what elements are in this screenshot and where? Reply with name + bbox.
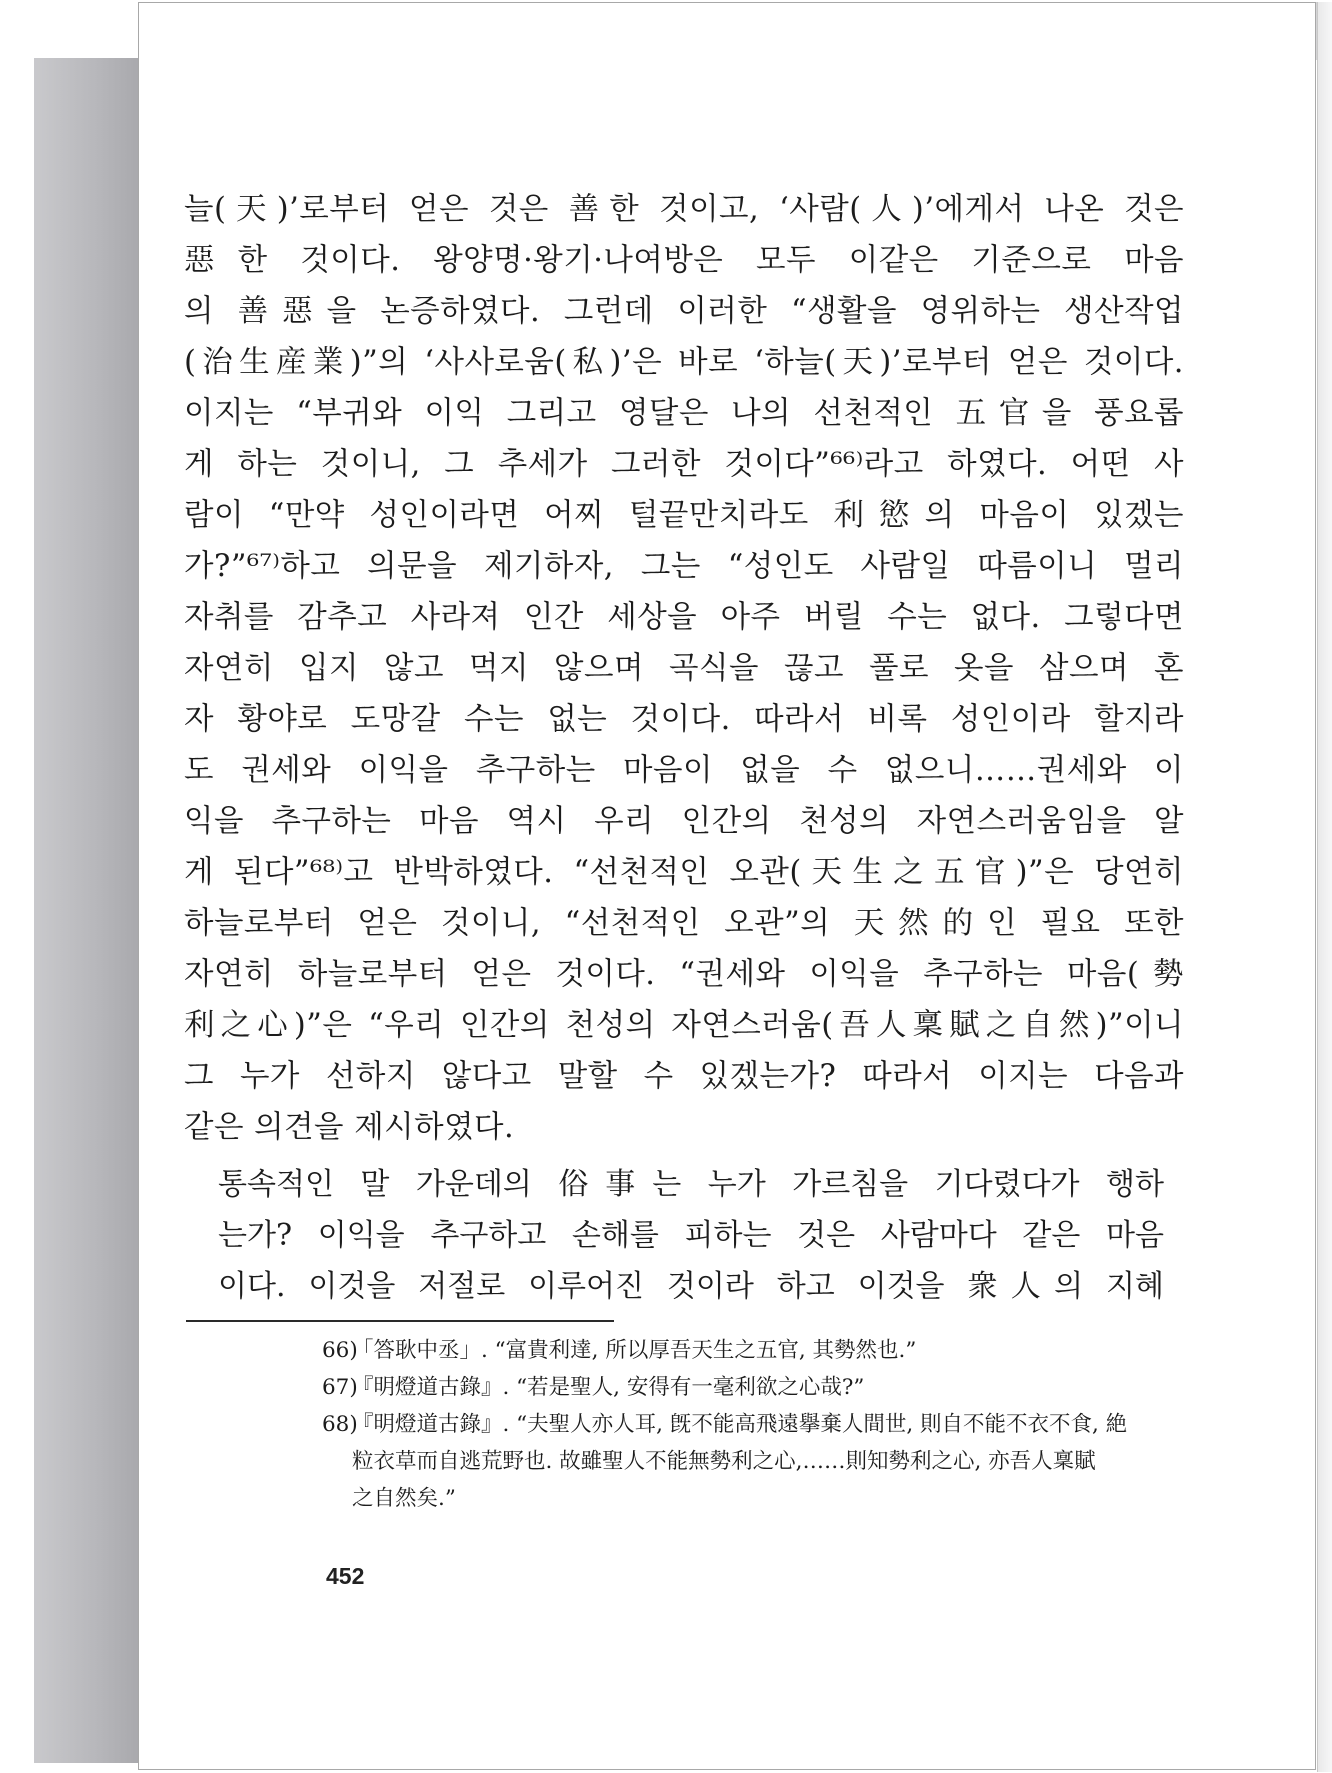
footnote-number: 67) (322, 1375, 358, 1400)
text-line: 가?”⁶⁷⁾하고 의문을 제기하자, 그는 “성인도 사람일 따름이니 멀리 (184, 549, 1184, 584)
footnote-number: 68) (322, 1412, 358, 1437)
text-line: 게 된다”⁶⁸⁾고 반박하였다. “선천적인 오관(天生之五官)”은 당연히 (184, 855, 1184, 890)
footnote-text: 粒衣草而自逃荒野也. 故雖聖人不能無勢利之心,……則知勢利之心, 亦吾人稟賦 (352, 1449, 1096, 1474)
text-line: 게 하는 것이니, 그 추세가 그러한 것이다”⁶⁶⁾라고 하였다. 어떤 사 (184, 447, 1184, 482)
text-line: 같은 의견을 제시하였다. (184, 1110, 515, 1145)
quote-line: 이다. 이것을 저절로 이루어진 것이라 하고 이것을 衆人의 지혜 (218, 1269, 1164, 1304)
text-line: 자연히 입지 않고 먹지 않으며 곡식을 끊고 풀로 옷을 삼으며 혼 (184, 651, 1184, 686)
text-line: 이지는 “부귀와 이익 그리고 영달은 나의 선천적인 五官을 풍요롭 (184, 396, 1184, 431)
text-line: 의 善惡을 논증하였다. 그런데 이러한 “생활을 영위하는 생산작업 (184, 294, 1184, 329)
footnotes (322, 1332, 1192, 1517)
text-line: 자취를 감추고 사라져 인간 세상을 아주 버릴 수는 없다. 그렇다면 (184, 600, 1184, 635)
quote-line: 는가? 이익을 추구하고 손해를 피하는 것은 사람마다 같은 마음 (218, 1218, 1164, 1253)
footnote-text: 『明燈道古錄』. “若是聖人, 安得有一毫利欲之心哉?” (352, 1375, 865, 1400)
page-number: 452 (326, 1563, 365, 1589)
footnote-68 (322, 1406, 1192, 1517)
text-line: 람이 “만약 성인이라면 어찌 털끝만치라도 利慾의 마음이 있겠는 (184, 498, 1184, 533)
footnote-text: 『明燈道古錄』. “夫聖人亦人耳, 旣不能高飛遠擧棄人間世, 則自不能不衣不食, 絶 (352, 1412, 1128, 1437)
footnote-number: 66) (322, 1338, 358, 1363)
block-quote (218, 1161, 1164, 1314)
text-line: 도 권세와 이익을 추구하는 마음이 없을 수 없으니……권세와 이 (184, 753, 1184, 788)
quote-line: 통속적인 말 가운데의 俗事는 누가 가르침을 기다렸다가 행하 (218, 1167, 1164, 1202)
footnote-text: 之自然矣.” (352, 1486, 456, 1511)
text-line: 자연히 하늘로부터 얻은 것이다. “권세와 이익을 추구하는 마음(勢 (184, 957, 1184, 992)
footnote-67 (322, 1369, 1192, 1406)
text-line: (治生産業)”의 ‘사사로움(私)’은 바로 ‘하늘(天)’로부터 얻은 것이다. (184, 345, 1184, 380)
footnote-66 (322, 1332, 1192, 1369)
text-line: 利之心)”은 “우리 인간의 천성의 자연스러움(吾人稟賦之自然)”이니 (184, 1008, 1184, 1043)
book-page-edge (1317, 2, 1332, 1772)
footnote-divider (186, 1320, 614, 1322)
text-line: 하늘로부터 얻은 것이니, “선천적인 오관”의 天然的인 필요 또한 (184, 906, 1184, 941)
text-line: 그 누가 선하지 않다고 말할 수 있겠는가? 따라서 이지는 다음과 (184, 1059, 1184, 1094)
book-spine (34, 58, 138, 1763)
text-line: 늘(天)’로부터 얻은 것은 善한 것이고, ‘사람(人)’에게서 나온 것은 (184, 192, 1184, 227)
text-line: 惡한 것이다. 왕양명·왕기·나여방은 모두 이같은 기준으로 마음 (184, 243, 1184, 278)
footnote-text: 「答耿中丞」. “富貴利達, 所以厚吾天生之五官, 其勢然也.” (352, 1338, 917, 1363)
main-text (184, 184, 1184, 1153)
text-line: 익을 추구하는 마음 역시 우리 인간의 천성의 자연스러움임을 알 (184, 804, 1184, 839)
text-line: 자 황야로 도망갈 수는 없는 것이다. 따라서 비록 성인이라 할지라 (184, 702, 1184, 737)
